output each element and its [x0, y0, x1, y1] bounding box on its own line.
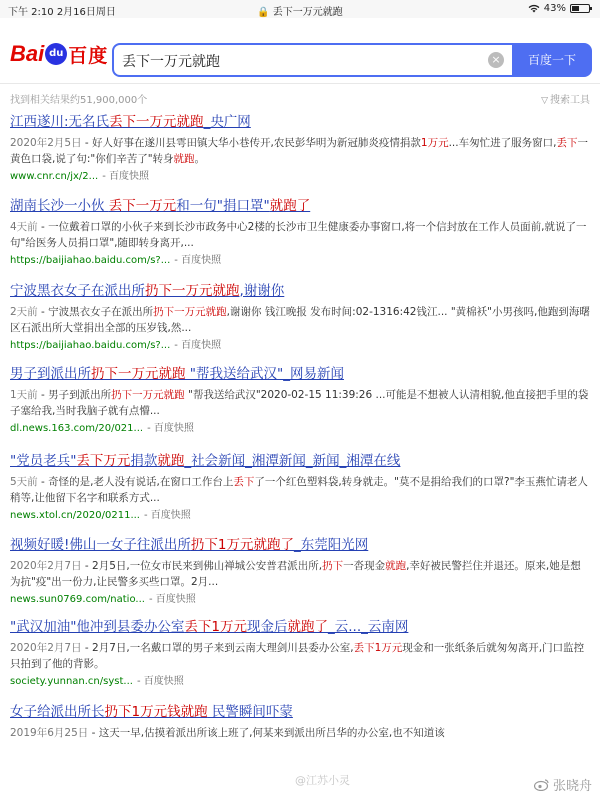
- search-header: [0, 18, 600, 84]
- title-text: _东莞阳光网: [294, 537, 369, 553]
- title-text: 视频好暖!佛山一女子往派出所: [10, 537, 191, 553]
- snippet-highlight: 扔下: [322, 560, 344, 572]
- search-result: [10, 617, 590, 697]
- status-indicators: [528, 3, 590, 14]
- result-snippet: [10, 387, 590, 419]
- cache-link[interactable]: - 百度快照: [144, 510, 191, 521]
- result-url[interactable]: society.yunnan.cn/syst...: [10, 676, 133, 687]
- title-text: 湖南长沙一小伙: [10, 198, 109, 214]
- result-meta: [10, 339, 590, 353]
- search-result: [10, 112, 590, 192]
- title-text: "武汉加油"他冲到县委办公室: [10, 619, 185, 635]
- title-highlight: 扔下1万元钱就跑: [104, 704, 208, 720]
- result-meta: [10, 170, 590, 184]
- cache-link[interactable]: - 百度快照: [149, 594, 196, 605]
- snippet-text: - 好人好事在遂川县雩田镇大华小巷传开,农民彭华明为新冠肺炎疫情捐款: [81, 137, 421, 149]
- title-highlight: 就跑: [157, 453, 185, 469]
- title-text: 宁波黑衣女子在派出所: [10, 283, 145, 299]
- snippet-text: "帮我送给武汉"2020-02-15 11:39:26 ...可能是不想被人认清相貌,他直接把手里的袋子塞给我,当时我脑子就有点懵...: [10, 389, 589, 417]
- result-title-link[interactable]: [10, 112, 590, 132]
- result-date: 2020年2月7日: [10, 560, 82, 572]
- title-highlight: 就跑了: [287, 619, 329, 635]
- result-meta: [10, 509, 590, 523]
- title-highlight: 丢下1万元: [184, 619, 248, 635]
- snippet-text: 现金和一张纸条后就匆匆离开,门口监控只拍到了他的背影。: [10, 642, 585, 670]
- search-result: [10, 451, 590, 531]
- result-date: 2天前: [10, 306, 38, 318]
- result-date: 2020年2月7日: [10, 642, 82, 654]
- result-date: 1天前: [10, 389, 38, 401]
- title-text: ,谢谢你: [239, 283, 285, 299]
- search-result: [10, 702, 590, 782]
- baidu-logo[interactable]: [10, 40, 108, 68]
- snippet-highlight: 就跑: [385, 560, 407, 572]
- result-url[interactable]: news.sun0769.com/natio...: [10, 594, 145, 605]
- result-snippet: [10, 725, 590, 741]
- snippet-text: - 男子到派出所: [37, 389, 112, 401]
- search-input[interactable]: [122, 49, 472, 73]
- snippet-text: 。: [194, 153, 206, 165]
- search-result: [10, 535, 590, 615]
- snippet-text: ,谢谢你 钱江晚报 发布时间:02-1316:42钱江... "黄棉袄"小男孩吗,他跑到海曙区石派出所大堂捐出全部的压岁钱,然...: [10, 306, 590, 334]
- snippet-text: 一黄色口袋,说了句:"你们辛苦了"转身: [10, 137, 588, 165]
- snippet-text: - 2月5日,一位女市民来到佛山禅城公安普君派出所,: [81, 560, 323, 572]
- title-text: _社会新闻_湘潭新闻_新闻_湘潭在线: [184, 453, 401, 469]
- snippet-text: - 一位戴着口罩的小伙子来到长沙市政务中心2楼的长沙市卫生健康委办事窗口,将一个信封放在工作人员面前,就说了一句"给医务人员捐口罩",随即转身离开,...: [10, 221, 587, 249]
- snippet-text: - 2月7日,一名戴口罩的男子来到云南大理剑川县委办公室,: [81, 642, 354, 654]
- clear-icon[interactable]: ×: [488, 52, 504, 68]
- snippet-text: - 这天一早,估摸着派出所该上班了,何某来到派出所吕华的办公室,也不知道该: [88, 727, 445, 739]
- search-result: [10, 281, 590, 361]
- result-date: 4天前: [10, 221, 38, 233]
- title-text: "帮我送给武汉"_网易新闻: [185, 366, 344, 382]
- status-time-date: 下午 2:10 2月16日周日: [8, 7, 116, 18]
- result-meta: [10, 675, 590, 689]
- snippet-text: 一沓现金: [343, 560, 386, 572]
- title-highlight: 丢下一万元就跑: [109, 114, 204, 130]
- title-highlight: 丢下万元: [76, 453, 131, 469]
- result-url[interactable]: news.xtol.cn/2020/0211...: [10, 510, 140, 521]
- result-snippet: [10, 558, 590, 590]
- cache-link[interactable]: - 百度快照: [174, 340, 221, 351]
- title-text: _云..._云南网: [328, 619, 409, 635]
- snippet-highlight: 丢下: [556, 137, 578, 149]
- search-result: [10, 196, 590, 276]
- search-box: [112, 43, 512, 77]
- weibo-icon: [534, 778, 550, 791]
- result-title-link[interactable]: [10, 196, 590, 216]
- snippet-highlight: 扔下一万元就跑: [153, 306, 227, 318]
- title-text: _央广网: [203, 114, 251, 130]
- search-button[interactable]: 百度一下: [512, 43, 592, 77]
- search-tools-button[interactable]: ▽ 搜索工具: [541, 91, 590, 106]
- snippet-highlight: 扔下一万元就跑: [111, 389, 185, 401]
- logo-chinese: 百度: [68, 44, 109, 67]
- watermark-name: 张晓舟: [552, 779, 592, 794]
- result-title-link[interactable]: [10, 617, 590, 637]
- title-text: 和一句"捐口罩": [176, 198, 270, 214]
- watermark: [534, 775, 592, 794]
- result-snippet: [10, 135, 590, 167]
- cache-link[interactable]: - 百度快照: [147, 423, 194, 434]
- result-meta: [10, 593, 590, 607]
- battery-level-fill: [572, 6, 579, 11]
- snippet-highlight: 丢下: [233, 476, 255, 488]
- snippet-highlight: 就跑: [173, 153, 195, 165]
- title-text: 女子给派出所长: [10, 704, 105, 720]
- result-count: 找到相关结果约51,900,000个: [10, 95, 148, 106]
- cache-link[interactable]: - 百度快照: [174, 255, 221, 266]
- result-title-link[interactable]: [10, 364, 590, 384]
- result-date: 5天前: [10, 476, 38, 488]
- cache-link[interactable]: - 百度快照: [102, 171, 149, 182]
- battery-percent: 43%: [543, 3, 566, 14]
- title-highlight: 就跑了: [269, 198, 311, 214]
- title-text: 现金后: [247, 619, 288, 635]
- logo-text: Bai: [10, 41, 45, 66]
- watermark-handle: @江苏小灵: [295, 774, 350, 787]
- result-date: 2020年2月5日: [10, 137, 82, 149]
- title-highlight: 扔下一万元就跑: [145, 283, 240, 299]
- result-meta: [10, 422, 590, 436]
- result-url[interactable]: https://baijiahao.baidu.com/s?...: [10, 340, 171, 351]
- result-url[interactable]: dl.news.163.com/20/021...: [10, 423, 144, 434]
- snippet-text: - 奇怪的是,老人没有说话,在窗口工作台上: [37, 476, 234, 488]
- page-title[interactable]: 🔒 丢下一万元就跑: [257, 7, 343, 18]
- cache-link[interactable]: - 百度快照: [137, 676, 184, 687]
- wifi-icon: [528, 4, 540, 13]
- result-date: 2019年6月25日: [10, 727, 89, 739]
- result-title-link[interactable]: [10, 702, 590, 722]
- title-highlight: 丢下一万元: [108, 198, 177, 214]
- snippet-text: ,幸好被民警拦住并退还。原来,她是想为抗"疫"出一份力,让民警多买些口罩。2月...: [10, 560, 581, 588]
- result-snippet: [10, 219, 590, 251]
- baidu-paw-icon: du: [45, 43, 67, 65]
- snippet-text: - 宁波黑衣女子在派出所: [37, 306, 154, 318]
- title-text: "党员老兵": [10, 453, 77, 469]
- result-title-link[interactable]: [10, 535, 590, 555]
- snippet-text: 了一个红色塑料袋,转身就走。"莫不是捐给我们的口罩?"李玉燕忙请老人稍等,让他留下名字和联系方式...: [10, 476, 588, 504]
- result-snippet: [10, 304, 590, 336]
- title-text: 捐款: [130, 453, 158, 469]
- snippet-highlight: 1万元: [420, 137, 449, 149]
- title-highlight: 扔下一万元就跑: [91, 366, 186, 382]
- result-snippet: [10, 474, 590, 506]
- snippet-highlight: 丢下1万元: [353, 642, 403, 654]
- search-result: [10, 364, 590, 444]
- title-text: 男子到派出所: [10, 366, 91, 382]
- battery-icon: [570, 4, 590, 13]
- result-meta: [10, 254, 590, 268]
- title-text: 江西遂川:无名氏: [10, 114, 110, 130]
- result-title-link[interactable]: [10, 451, 590, 471]
- results-toolbar: [0, 86, 600, 108]
- title-highlight: 扔下1万元就跑了: [190, 537, 295, 553]
- status-bar: [0, 0, 600, 18]
- result-url[interactable]: https://baijiahao.baidu.com/s?...: [10, 255, 171, 266]
- result-url[interactable]: www.cnr.cn/jx/2...: [10, 171, 99, 182]
- result-snippet: [10, 640, 590, 672]
- title-text: 民警瞬间吓蒙: [207, 704, 293, 720]
- result-title-link[interactable]: [10, 281, 590, 301]
- snippet-text: ...车匆忙进了服务窗口,: [448, 137, 557, 149]
